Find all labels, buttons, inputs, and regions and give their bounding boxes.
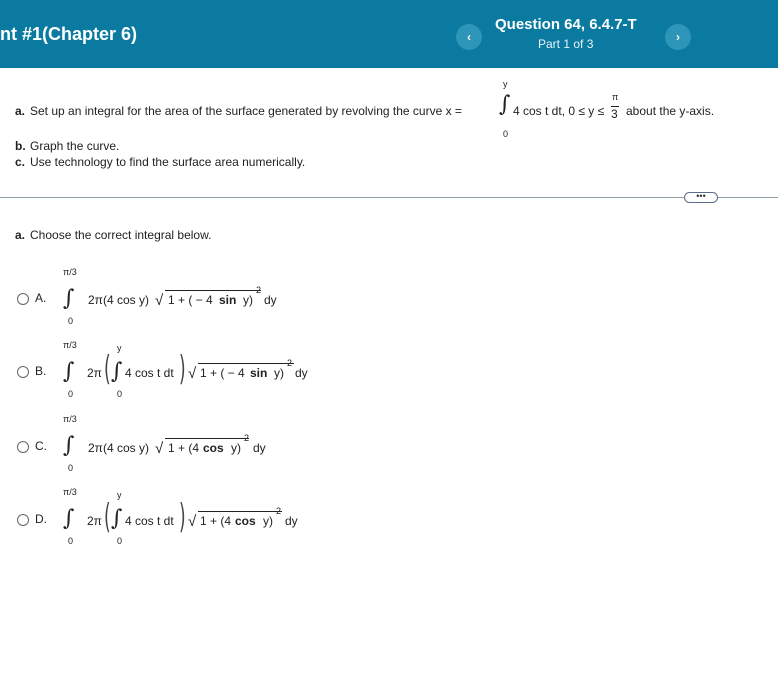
option-a-factor: (4 cos y) <box>103 293 150 307</box>
option-c-tail: y) <box>231 441 241 455</box>
option-b-sqrt-bar <box>198 363 294 364</box>
option-d-trig: cos <box>235 514 256 528</box>
option-b-left-paren: ( <box>104 349 111 389</box>
option-b-two-pi: 2π <box>87 366 102 380</box>
option-d-integral-sign: ∫ <box>63 506 75 531</box>
integral-lower-limit: 0 <box>503 129 509 139</box>
question-label: Question 64, 6.4.7-T <box>495 16 637 33</box>
option-a-one-plus: 1 + ( − 4 <box>168 293 213 307</box>
part-a-tail: about the y-axis. <box>626 104 715 118</box>
part-a-text: Set up an integral for the area of the surface generated by revolving the curve x = <box>30 104 462 118</box>
option-b-radio[interactable] <box>17 366 29 378</box>
option-b-inner-integral-sign: ∫ <box>111 359 123 384</box>
option-d-letter: D. <box>35 512 47 526</box>
section-divider <box>0 197 778 198</box>
option-a-sqrt-symbol: √ <box>155 292 164 309</box>
option-c-sqrt-symbol: √ <box>155 440 164 457</box>
option-d-one-plus: 1 + (4 <box>200 514 232 528</box>
option-b-inner-lower: 0 <box>117 389 123 399</box>
option-d-sqrt-bar <box>198 511 282 512</box>
three-denominator: 3 <box>611 107 618 121</box>
option-a-lower-limit: 0 <box>68 316 74 326</box>
option-b-trig: sin <box>250 366 268 380</box>
option-b-tail: y) <box>274 366 284 380</box>
option-c-letter: C. <box>35 439 47 453</box>
option-a-dy: dy <box>264 293 277 307</box>
option-c-one-plus: 1 + (4 <box>168 441 200 455</box>
option-b-integral-sign: ∫ <box>63 359 75 384</box>
part-c-text: Use technology to find the surface area numerically. <box>30 155 306 169</box>
integrand-text: 4 cos t dt, 0 ≤ y ≤ <box>513 104 605 118</box>
pi-numerator: π <box>612 92 619 102</box>
option-d-right-paren: ) <box>179 497 186 537</box>
option-c-factor: (4 cos y) <box>103 441 150 455</box>
part-b-label: b. <box>15 139 26 153</box>
option-d-lower-limit: 0 <box>68 536 74 546</box>
option-d-sqrt-symbol: √ <box>188 513 197 530</box>
option-a-exponent: 2 <box>256 285 262 295</box>
option-c-sqrt-bar <box>165 438 249 439</box>
part-label: Part 1 of 3 <box>538 37 594 51</box>
option-a-two-pi: 2π <box>88 293 103 307</box>
option-b-one-plus: 1 + ( − 4 <box>200 366 245 380</box>
option-c-exponent: 2 <box>244 433 250 443</box>
option-a-integral-sign: ∫ <box>63 286 75 311</box>
option-a-upper-limit: π/3 <box>63 267 77 277</box>
more-options-button[interactable]: ••• <box>684 192 718 203</box>
option-d-two-pi: 2π <box>87 514 102 528</box>
previous-question-button[interactable]: ‹ <box>456 24 482 50</box>
part-b-text: Graph the curve. <box>30 139 120 153</box>
option-b-letter: B. <box>35 364 47 378</box>
option-b-lower-limit: 0 <box>68 389 74 399</box>
option-b-inner: 4 cos t dt <box>125 366 174 380</box>
option-c-two-pi: 2π <box>88 441 103 455</box>
option-b-dy: dy <box>295 366 308 380</box>
option-b-exponent: 2 <box>287 358 293 368</box>
option-d-dy: dy <box>285 514 298 528</box>
option-a-trig: sin <box>219 293 237 307</box>
next-question-button[interactable]: › <box>665 24 691 50</box>
option-d-left-paren: ( <box>104 497 111 537</box>
part-c-label: c. <box>15 155 26 169</box>
option-b-inner-upper: y <box>117 343 122 353</box>
option-d-radio[interactable] <box>17 514 29 526</box>
integral-upper-limit: y <box>503 79 508 89</box>
option-c-integral-sign: ∫ <box>63 433 75 458</box>
option-c-trig: cos <box>203 441 224 455</box>
option-a-sqrt-bar <box>165 290 261 291</box>
option-c-dy: dy <box>253 441 266 455</box>
option-a-radio[interactable] <box>17 293 29 305</box>
option-a-letter: A. <box>35 291 47 305</box>
prompt-label: a. <box>15 228 26 242</box>
part-a-label: a. <box>15 104 26 118</box>
assignment-title: nt #1(Chapter 6) <box>0 24 138 44</box>
prompt-text: Choose the correct integral below. <box>30 228 212 242</box>
integral-sign: ∫ <box>499 92 511 117</box>
option-d-inner-upper: y <box>117 490 122 500</box>
option-c-lower-limit: 0 <box>68 463 74 473</box>
option-c-radio[interactable] <box>17 441 29 453</box>
option-b-right-paren: ) <box>179 349 186 389</box>
option-d-inner-lower: 0 <box>117 536 123 546</box>
option-d-inner: 4 cos t dt <box>125 514 174 528</box>
option-d-exponent: 2 <box>276 506 282 516</box>
option-d-inner-integral-sign: ∫ <box>111 506 123 531</box>
top-bar <box>0 0 778 68</box>
option-b-sqrt-symbol: √ <box>188 365 197 382</box>
option-a-tail: y) <box>243 293 253 307</box>
option-d-upper-limit: π/3 <box>63 487 77 497</box>
option-b-upper-limit: π/3 <box>63 340 77 350</box>
option-c-upper-limit: π/3 <box>63 414 77 424</box>
option-d-tail: y) <box>263 514 273 528</box>
